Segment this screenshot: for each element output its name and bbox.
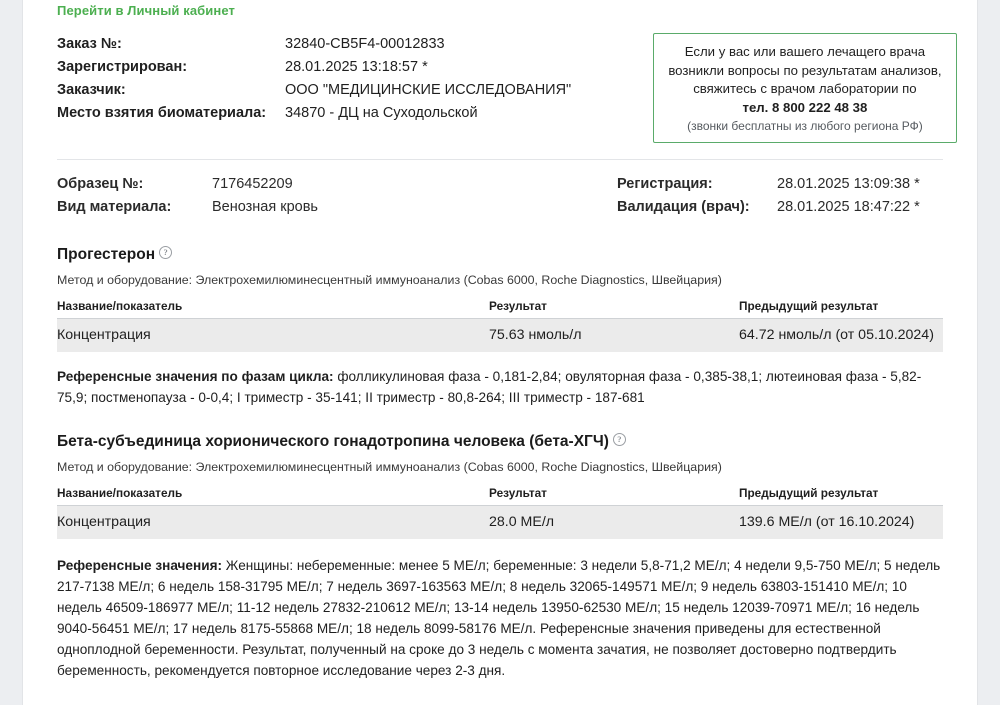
column-header-name: Название/показатель bbox=[57, 486, 489, 506]
material-type-value: Венозная кровь bbox=[212, 199, 318, 215]
order-info-row bbox=[57, 79, 653, 102]
registered-value: 28.01.2025 13:18:57 * bbox=[285, 59, 428, 75]
report-content bbox=[23, 0, 977, 681]
material-type-label: Вид материала: bbox=[57, 199, 172, 215]
column-header-previous: Предыдущий результат bbox=[739, 299, 943, 319]
column-header-name: Название/показатель bbox=[57, 299, 489, 319]
order-info-block bbox=[41, 33, 653, 125]
previous-result-cell: 64.72 нмоль/л (от 05.10.2024) bbox=[739, 319, 943, 353]
order-number-label: Заказ №: bbox=[57, 36, 122, 52]
reference-values-text: Женщины: небеременные: менее 5 МЕ/л; беременные: 3 недели 5,8-71,2 МЕ/л; 4 недели 9,5-750 МЕ/л; 5 недель 217-7138 МЕ/л; 6 недель 158-31795 МЕ/л; 7 недель 3697-163563 МЕ/л; 8 недель 32065-149571 МЕ/л; 9 недель 63803-151410 МЕ/л; 10 недель 46509-186977 МЕ/л; 11-12 недель 27832-210612 МЕ/л; 13-14 недель 13950-62530 МЕ/л; 15 недель 12039-70971 МЕ/л; 16 недель 9040-56451 МЕ/л; 17 недель 8175-55868 МЕ/л; 18 недель 8099-58176 МЕ/л. Референсные значения приведены для естественной одноплодной беременности. Результат, полученный на сроке до 3 недель с момента зачатия, не позволяет достоверно подтвердить беременность, рекомендуется повторное исследование через 2-3 дня. bbox=[57, 558, 941, 678]
table-header-row bbox=[57, 299, 943, 319]
validation-value: 28.01.2025 18:47:22 * bbox=[777, 199, 920, 215]
analyte-title-text: Прогестерон bbox=[57, 246, 156, 263]
column-header-result: Результат bbox=[489, 299, 739, 319]
analyte-method-line: Метод и оборудование: Электрохемилюминесцентный иммуноанализ (Cobas 6000, Roche Diagnostics, Швейцария) bbox=[57, 273, 722, 287]
reference-values-text: фолликулиновая фаза - 0,181-2,84; овуляторная фаза - 0,385-38,1; лютеиновая фаза - 5,82-75,9; постменопауза - 0-0,4; I триместр - 35-141; II триместр - 80,8-264; III триместр - 187-681 bbox=[57, 369, 922, 405]
order-number-value: 32840-CB5F4-00012833 bbox=[285, 36, 445, 52]
registration-label: Регистрация: bbox=[617, 176, 713, 192]
sample-info-row bbox=[617, 173, 959, 196]
sample-number-value: 7176452209 bbox=[212, 176, 293, 192]
table-row bbox=[57, 319, 943, 353]
validation-label: Валидация (врач): bbox=[617, 199, 750, 215]
order-info-row bbox=[57, 102, 653, 125]
table-header-row bbox=[57, 486, 943, 506]
column-header-result: Результат bbox=[489, 486, 739, 506]
table-row bbox=[57, 506, 943, 540]
sample-info-row bbox=[617, 196, 959, 219]
customer-label: Заказчик: bbox=[57, 82, 126, 98]
question-mark-circle-icon[interactable]: ? bbox=[613, 433, 626, 446]
sample-info-row bbox=[57, 173, 617, 196]
collection-site-value: 34870 - ДЦ на Суходольской bbox=[285, 105, 478, 121]
report-sheet bbox=[22, 0, 978, 705]
collection-site-label: Место взятия биоматериала: bbox=[57, 105, 267, 121]
customer-value: ООО "МЕДИЦИНСКИЕ ИССЛЕДОВАНИЯ" bbox=[285, 82, 572, 98]
results-table bbox=[57, 486, 943, 539]
result-name-cell: Концентрация bbox=[57, 319, 489, 353]
analyte-section-beta-hcg bbox=[41, 432, 959, 681]
notice-phone: тел. 8 800 222 48 38 bbox=[742, 99, 868, 115]
sample-number-label: Образец №: bbox=[57, 176, 144, 192]
order-info-row bbox=[57, 33, 653, 56]
result-name-cell: Концентрация bbox=[57, 506, 489, 540]
analyte-title-text: Бета-субъединица хорионического гонадотропина человека (бета-ХГЧ) bbox=[57, 433, 609, 450]
results-table bbox=[57, 299, 943, 352]
analyte-section-progesterone bbox=[41, 245, 959, 408]
sample-info-left bbox=[57, 173, 617, 219]
personal-cabinet-link[interactable]: Перейти в Личный кабинет bbox=[57, 3, 235, 18]
reference-values-label: Референсные значения по фазам цикла: bbox=[57, 369, 334, 384]
sample-info-block bbox=[41, 160, 959, 219]
registered-label: Зарегистрирован: bbox=[57, 59, 188, 75]
notice-text: Если у вас или вашего лечащего врача возникли вопросы по результатам анализов, свяжитесь с врачом лаборатории по bbox=[668, 44, 942, 96]
notice-subtext: (звонки бесплатны из любого региона РФ) bbox=[687, 119, 923, 133]
previous-result-cell: 139.6 МЕ/л (от 16.10.2024) bbox=[739, 506, 943, 540]
question-mark-circle-icon[interactable]: ? bbox=[159, 246, 172, 259]
analyte-title bbox=[57, 245, 943, 265]
order-info-row bbox=[57, 56, 653, 79]
reference-values-label: Референсные значения: bbox=[57, 558, 223, 573]
result-value-cell: 75.63 нмоль/л bbox=[489, 319, 739, 353]
sample-info-right bbox=[617, 173, 959, 219]
contact-notice-box bbox=[653, 33, 957, 143]
sample-info-row bbox=[57, 196, 617, 219]
reference-values-paragraph bbox=[57, 555, 943, 681]
column-header-previous: Предыдущий результат bbox=[739, 486, 943, 506]
report-header bbox=[41, 19, 959, 143]
analyte-title bbox=[57, 432, 943, 452]
reference-values-paragraph bbox=[57, 366, 943, 408]
registration-value: 28.01.2025 13:09:38 * bbox=[777, 176, 920, 192]
analyte-method-line: Метод и оборудование: Электрохемилюминесцентный иммуноанализ (Cobas 6000, Roche Diagnostics, Швейцария) bbox=[57, 460, 722, 474]
result-value-cell: 28.0 МЕ/л bbox=[489, 506, 739, 540]
